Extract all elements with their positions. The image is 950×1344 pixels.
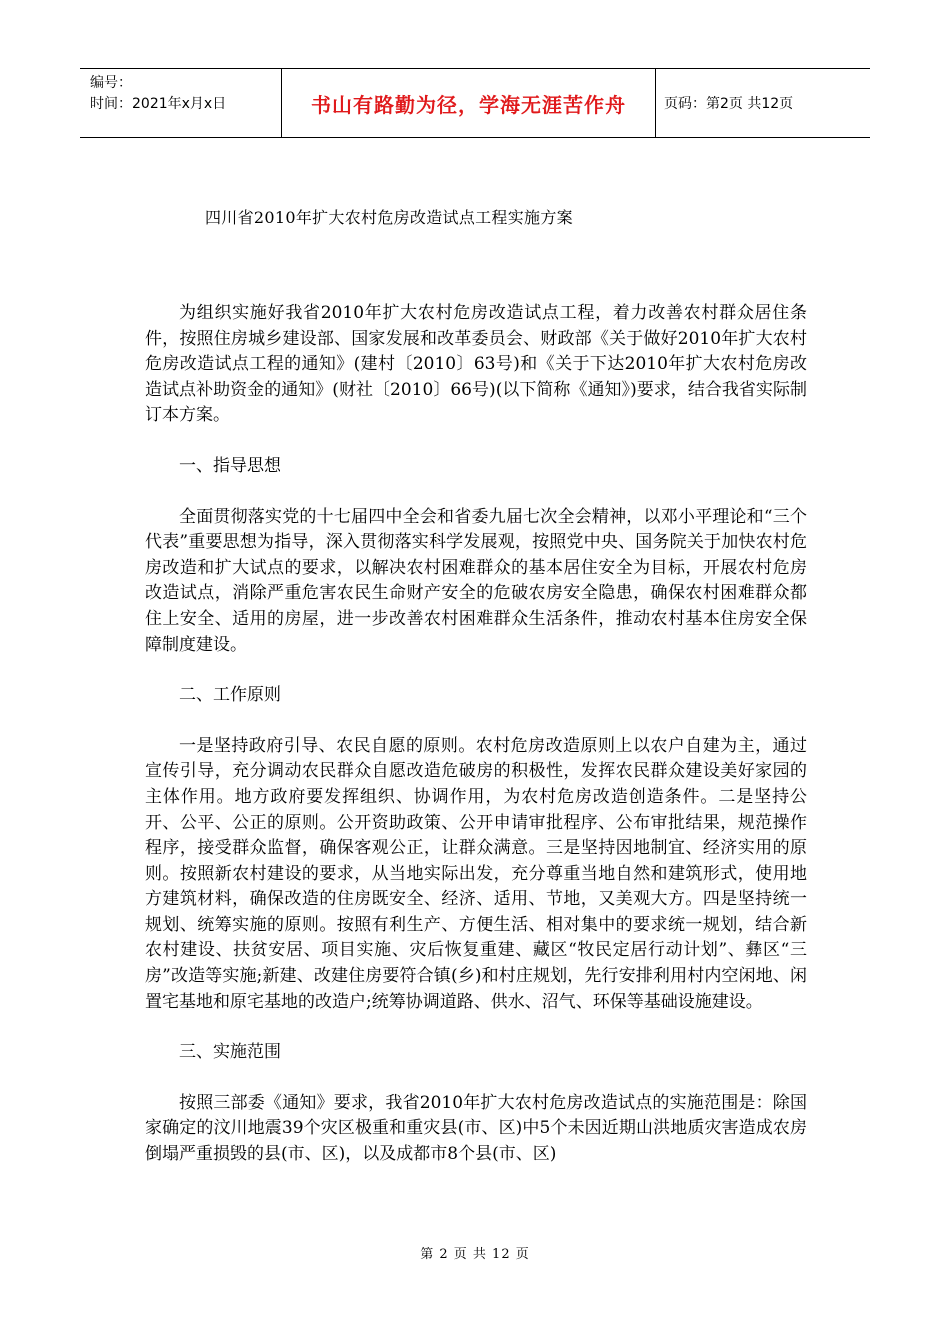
motto-text: 书山有路勤为径，学海无涯苦作舟 bbox=[311, 92, 626, 117]
section-body-scope: 按照三部委《通知》要求，我省2010年扩大农村危房改造试点的实施范围是：除国家确定的汶川地震39个灾区极重和重灾县(市、区)中5个未因近期山洪地质灾害造成农房倒塌严重损毁的县(市、区)，以及成都市8个县(市、区) bbox=[145, 1092, 807, 1165]
header-meta bbox=[80, 69, 282, 137]
number-label: 编号： bbox=[90, 75, 132, 91]
section-heading-work-principles: 二、工作原则 bbox=[179, 685, 281, 706]
section-heading-scope: 三、实施范围 bbox=[179, 1042, 281, 1063]
time-label: 时间：2021年x月x日 bbox=[90, 96, 227, 112]
document-body bbox=[145, 301, 807, 1168]
page-info-text: 页码：第2页 共12页 bbox=[664, 96, 794, 112]
header-page-info bbox=[656, 69, 870, 137]
section-heading-guiding-ideology: 一、指导思想 bbox=[179, 455, 281, 476]
document-title: 四川省2010年扩大农村危房改造试点工程实施方案 bbox=[205, 208, 573, 227]
section-body-work-principles: 一是坚持政府引导、农民自愿的原则。农村危房改造原则上以农户自建为主，通过宣传引导，充分调动农民群众自愿改造危破房的积极性，发挥农民群众建设美好家园的主体作用。地方政府要发挥组织、协调作用，为农村危房改造创造条件。二是坚持公开、公平、公正的原则。公开资助政策、公开申请审批程序、公布审批结果，规范操作程序，接受群众监督，确保客观公正，让群众满意。三是坚持因地制宜、经济实用的原则。按照新农村建设的要求，从当地实际出发，充分尊重当地自然和建筑形式，使用地方建筑材料，确保改造的住房既安全、经济、适用、节地，又美观大方。四是坚持统一规划、统筹实施的原则。按照有利生产、方便生活、相对集中的要求统一规划，结合新农村建设、扶贫安居、项目实施、灾后恢复重建、藏区“牧民定居行动计划”、彝区“三房”改造等实施;新建、改建住房要符合镇(乡)和村庄规划，先行安排利用村内空闲地、闲置宅基地和原宅基地的改造户;统筹协调道路、供水、沼气、环保等基础设施建设。 bbox=[145, 735, 807, 1012]
section-body-guiding-ideology: 全面贯彻落实党的十七届四中全会和省委九届七次全会精神，以邓小平理论和“三个代表”重要思想为指导，深入贯彻落实科学发展观，按照党中央、国务院关于加快农村危房改造和扩大试点的要求，以解决农村困难群众的基本居住安全为目标，开展农村危房改造试点，消除严重危害农民生命财产安全的危破农房安全隐患，确保农村困难群众都住上安全、适用的房屋，进一步改善农村困难群众生活条件，推动农村基本住房安全保障制度建设。 bbox=[145, 506, 807, 655]
page-footer: 第 2 页 共 12 页 bbox=[420, 1247, 530, 1262]
intro-paragraph: 为组织实施好我省2010年扩大农村危房改造试点工程，着力改善农村群众居住条件，按照住房城乡建设部、国家发展和改革委员会、财政部《关于做好2010年扩大农村危房改造试点工程的通知》(建村〔2010〕63号)和《关于下达2010年扩大农村危房改造试点补助资金的通知》(财社〔2010〕66号)(以下简称《通知》)要求，结合我省实际制订本方案。 bbox=[145, 303, 807, 426]
page-header bbox=[80, 68, 870, 138]
header-motto-cell bbox=[282, 69, 656, 137]
